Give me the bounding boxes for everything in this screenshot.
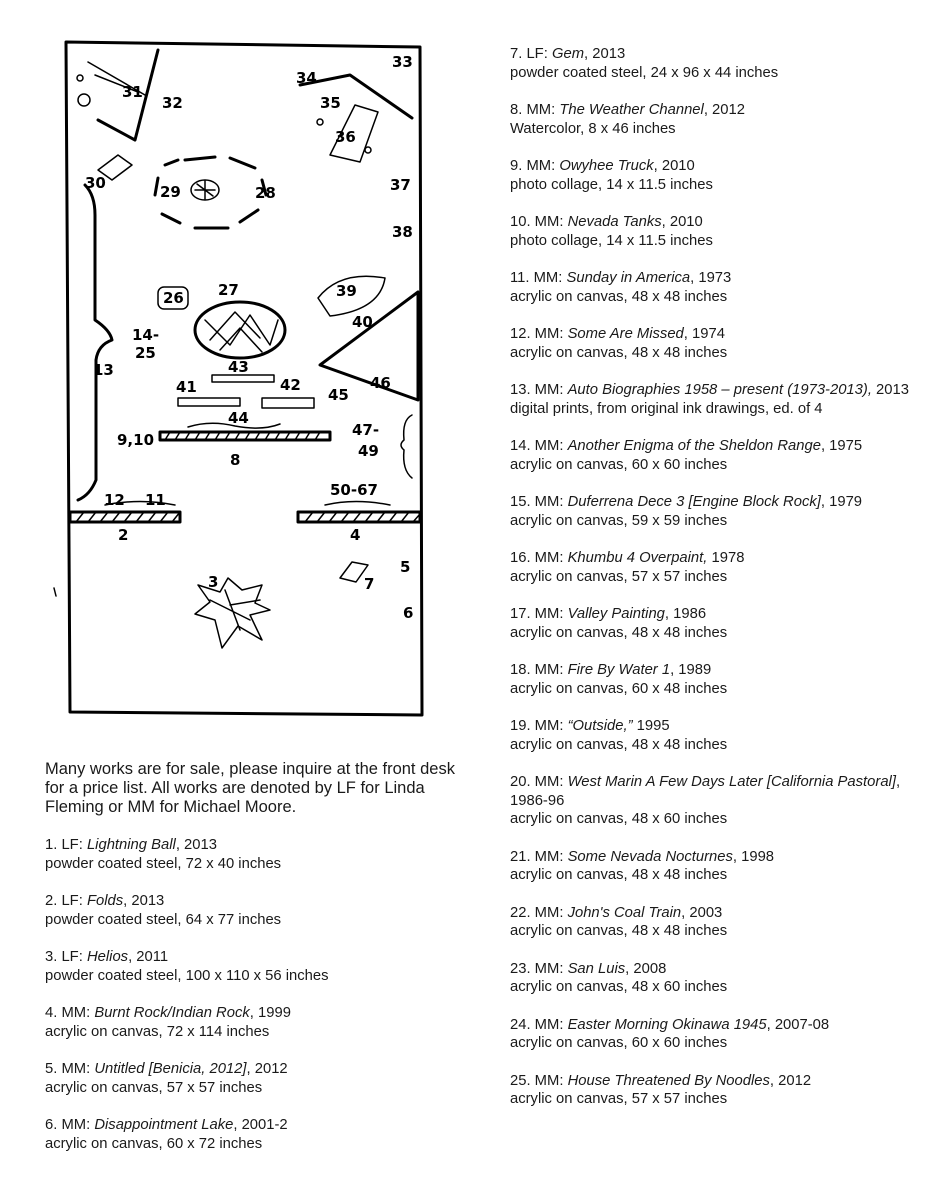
entry-detail: acrylic on canvas, 48 x 48 inches [510, 867, 728, 883]
entry-prefix: 23. MM: [510, 960, 568, 977]
entry-title: Untitled [Benicia, 2012] [94, 1061, 247, 1077]
floor-plan-sketch [0, 0, 500, 730]
entry-detail: Watercolor, 8 x 46 inches [510, 120, 676, 137]
entry-year: , 2012 [246, 1061, 288, 1077]
label-43: 43 [228, 358, 249, 376]
entry-year: 1995 [632, 718, 670, 734]
entry-title: Auto Biographies 1958 – present (1973-2013), [567, 382, 872, 398]
entry-title: Disappointment Lake [94, 1117, 234, 1133]
entry-year: , 2012 [703, 102, 745, 118]
entry-prefix: 11. MM: [510, 270, 567, 286]
entry-prefix: 20. MM: [510, 774, 568, 790]
artwork-entry [510, 213, 930, 250]
entry-detail: acrylic on canvas, 57 x 57 inches [510, 1091, 728, 1107]
label-25: 25 [135, 344, 156, 362]
artwork-entry [510, 904, 930, 941]
entry-prefix: 8. MM: [510, 102, 560, 118]
label-7: 7 [364, 575, 375, 593]
entry-prefix: 25. MM: [510, 1072, 568, 1089]
label-27: 27 [218, 281, 239, 299]
label-40: 40 [352, 313, 373, 331]
label-14: 14- [132, 326, 160, 344]
label-38: 38 [392, 223, 413, 241]
entry-detail: photo collage, 14 x 11.5 inches [510, 176, 713, 193]
artwork-entry [45, 1060, 485, 1097]
entry-prefix: 18. MM: [510, 662, 568, 678]
work-43 [212, 375, 274, 382]
entry-year: , 1979 [820, 494, 863, 510]
artwork-entry [510, 1016, 930, 1053]
work-46-triangle [320, 292, 418, 400]
artwork-entry [510, 848, 930, 885]
door-mark [54, 588, 56, 596]
artwork-entry [510, 437, 930, 474]
artwork-entry [45, 836, 485, 873]
entry-title: Fire By Water 1 [567, 662, 671, 678]
entry-detail: acrylic on canvas, 57 x 57 inches [510, 568, 728, 585]
entry-detail: powder coated steel, 72 x 40 inches [45, 855, 282, 872]
entry-detail: acrylic on canvas, 48 x 48 inches [510, 923, 728, 939]
work-42 [262, 398, 314, 408]
entry-detail: acrylic on canvas, 48 x 60 inches [510, 811, 728, 827]
label-13: 13 [93, 361, 114, 379]
entry-year: , 2010 [661, 214, 703, 230]
label-3: 3 [208, 573, 219, 591]
floor-plan-drawing [0, 0, 500, 730]
entry-year: , 1989 [670, 662, 712, 678]
entry-prefix: 2. LF: [45, 893, 87, 909]
artwork-entry [510, 157, 930, 194]
entry-detail: acrylic on canvas, 60 x 60 inches [510, 456, 728, 473]
label-50-67: 50-67 [330, 481, 378, 499]
entry-title: Gem [551, 46, 585, 62]
entry-prefix: 14. MM: [510, 438, 568, 454]
label-32: 32 [162, 94, 183, 112]
entry-year: , 2001-2 [233, 1117, 288, 1133]
label-42: 42 [280, 376, 301, 394]
entry-prefix: 5. MM: [45, 1061, 95, 1077]
entry-detail: acrylic on canvas, 48 x 48 inches [510, 288, 728, 305]
label-46: 46 [370, 374, 391, 392]
label-12: 12 [104, 491, 125, 509]
entry-detail: acrylic on canvas, 48 x 48 inches [510, 624, 728, 641]
entry-title: Sunday in America [566, 270, 691, 286]
entry-detail: powder coated steel, 64 x 77 inches [45, 911, 282, 928]
room-outline [66, 42, 422, 715]
entry-detail: acrylic on canvas, 57 x 57 inches [45, 1079, 263, 1096]
entry-prefix: 22. MM: [510, 904, 568, 921]
entry-prefix: 1. LF: [45, 837, 87, 853]
entry-title: Owyhee Truck [559, 158, 654, 174]
artwork-entry [45, 1116, 485, 1153]
entry-year: , 2013 [123, 893, 165, 909]
entry-detail: acrylic on canvas, 48 x 60 inches [510, 979, 728, 995]
entry-prefix: 10. MM: [510, 214, 568, 230]
artwork-entry [510, 605, 930, 642]
artwork-entry [510, 1072, 930, 1109]
label-44: 44 [228, 409, 249, 427]
entry-year: , 1986-96 [510, 774, 901, 809]
entry-detail: powder coated steel, 24 x 96 x 44 inches [510, 64, 779, 81]
entry-detail: photo collage, 14 x 11.5 inches [510, 232, 713, 249]
entry-title: The Weather Channel [559, 102, 704, 118]
entry-prefix: 9. MM: [510, 158, 560, 174]
label-4: 4 [350, 526, 361, 544]
entry-title: Easter Morning Okinawa 1945 [567, 1016, 767, 1033]
label-6: 6 [403, 604, 414, 622]
work-47-49-bracket [401, 415, 412, 478]
entry-year: , 2010 [653, 158, 695, 174]
entry-prefix: 4. MM: [45, 1005, 95, 1021]
artwork-entry [510, 325, 930, 362]
entry-title: Folds [86, 893, 124, 909]
artwork-entry [510, 717, 930, 754]
artwork-entry [510, 269, 930, 306]
artwork-entry [45, 892, 485, 929]
entry-year: , 2011 [128, 949, 169, 965]
label-39: 39 [336, 282, 357, 300]
artwork-entry [510, 960, 930, 997]
label-45: 45 [328, 386, 349, 404]
entry-prefix: 6. MM: [45, 1117, 95, 1133]
entry-year: , 2012 [769, 1072, 812, 1089]
entry-detail: acrylic on canvas, 60 x 60 inches [510, 1035, 728, 1051]
entry-title: Another Enigma of the Sheldon Range [567, 438, 821, 454]
artwork-entry [510, 45, 930, 82]
marker-circle [78, 94, 90, 106]
entry-prefix: 3. LF: [45, 949, 87, 965]
artwork-entry [510, 773, 930, 829]
entry-detail: acrylic on canvas, 72 x 114 inches [45, 1023, 270, 1040]
label-35: 35 [320, 94, 341, 112]
label-49: 49 [358, 442, 379, 460]
label-29: 29 [160, 183, 181, 201]
entry-year: , 1986 [664, 606, 707, 622]
entry-prefix: 7. LF: [510, 46, 552, 62]
entry-prefix: 19. MM: [510, 718, 568, 734]
entry-year: , 1998 [732, 848, 775, 865]
works-list-left [45, 836, 485, 1172]
entry-title: Khumbu 4 Overpaint, [567, 550, 708, 566]
entry-detail: powder coated steel, 100 x 110 x 56 inches [45, 967, 329, 984]
label-41: 41 [176, 378, 197, 396]
entry-year: , 2013 [584, 46, 626, 62]
entry-title: House Threatened By Noodles [567, 1072, 770, 1089]
label-28: 28 [255, 184, 276, 202]
artwork-entry [45, 948, 485, 985]
entry-title: Some Are Missed [567, 326, 684, 342]
artwork-entry [510, 493, 930, 530]
label-11: 11 [145, 491, 166, 509]
entry-title: “Outside,” [567, 718, 633, 734]
entry-prefix: 15. MM: [510, 494, 568, 510]
entry-title: Nevada Tanks [567, 214, 662, 230]
artwork-entry [510, 101, 930, 138]
label-37: 37 [390, 176, 411, 194]
entry-detail: acrylic on canvas, 60 x 48 inches [510, 680, 728, 697]
label-36: 36 [335, 128, 356, 146]
entry-title: Valley Painting [567, 606, 665, 622]
entry-year: 1978 [707, 550, 745, 566]
entry-year: , 1975 [820, 438, 863, 454]
entry-title: Duferrena Dece 3 [Engine Block Rock] [567, 494, 821, 510]
entry-year: , 2007-08 [766, 1016, 830, 1033]
artwork-entry [510, 661, 930, 698]
intro-text: Many works are for sale, please inquire at the front desk for a price list. All works are denoted by LF for Linda Fleming or MM for Michael Moore. [45, 760, 455, 816]
entry-year: , 1974 [683, 326, 725, 342]
entry-title: Burnt Rock/Indian Rock [94, 1005, 250, 1021]
entry-prefix: 12. MM: [510, 326, 568, 342]
label-31: 31 [122, 83, 143, 101]
entry-detail: acrylic on canvas, 48 x 48 inches [510, 736, 728, 753]
artwork-entry [45, 1004, 485, 1041]
work-41 [178, 398, 240, 406]
entry-year: , 1999 [249, 1005, 291, 1021]
entry-detail: acrylic on canvas, 60 x 72 inches [45, 1135, 263, 1152]
entry-prefix: 16. MM: [510, 550, 568, 566]
entry-year: , 2003 [681, 904, 723, 921]
artwork-entry [510, 549, 930, 586]
entry-prefix: 21. MM: [510, 848, 568, 865]
artwork-entry [510, 381, 930, 418]
entry-title: Helios [86, 949, 129, 965]
entry-detail: digital prints, from original ink drawings, ed. of 4 [510, 400, 823, 417]
entry-title: San Luis [567, 960, 626, 977]
label-26: 26 [163, 289, 184, 307]
label-30: 30 [85, 174, 106, 192]
entry-year: , 2013 [175, 837, 217, 853]
entry-prefix: 24. MM: [510, 1016, 568, 1033]
entry-detail: acrylic on canvas, 59 x 59 inches [510, 512, 728, 529]
entry-year: , 1973 [690, 270, 732, 286]
work-13-bracket [78, 185, 112, 500]
label-5: 5 [400, 558, 411, 576]
entry-title: John's Coal Train [567, 904, 682, 921]
label-8: 8 [230, 451, 241, 469]
entry-detail: acrylic on canvas, 48 x 48 inches [510, 344, 728, 361]
label-2: 2 [118, 526, 129, 544]
work-3 [195, 578, 270, 648]
entry-title: Lightning Ball [86, 837, 176, 853]
entry-prefix: 17. MM: [510, 606, 568, 622]
label-33: 33 [392, 53, 413, 71]
entry-prefix: 13. MM: [510, 382, 568, 398]
label-9-10: 9,10 [117, 431, 155, 449]
entry-year: 2013 [871, 382, 909, 398]
entry-title: West Marin A Few Days Later [California Pastoral] [567, 774, 896, 790]
label-47: 47- [352, 421, 380, 439]
works-list-right [510, 45, 930, 1128]
label-34: 34 [296, 69, 317, 87]
entry-year: , 2008 [625, 960, 667, 977]
entry-title: Some Nevada Nocturnes [567, 848, 733, 865]
